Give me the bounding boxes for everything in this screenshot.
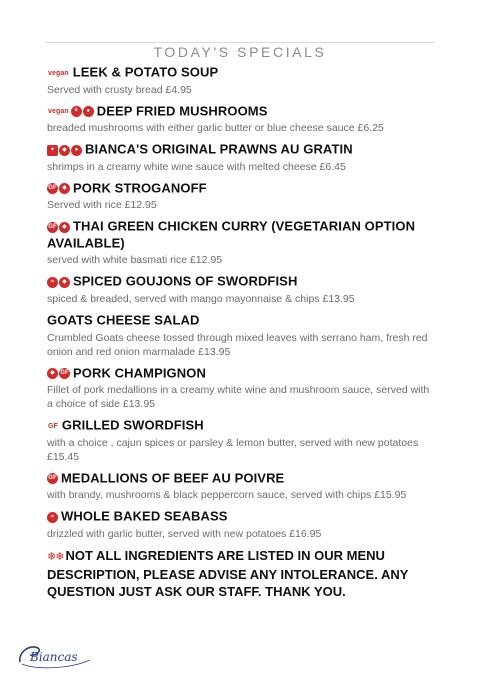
menu-item-description: served with white basmati rice £12.95 — [47, 254, 223, 267]
menu-item-name: PORK CHAMPIGNON — [73, 365, 206, 381]
allergy-notice-text: NOT ALL INGREDIENTS ARE LISTED IN OUR MENU DESCRIPTION, PLEASE ADVISE ANY INTOLERANCE. ANY QUESTION JUST ASK OUR STAFF. THANK YOU. — [47, 547, 409, 599]
menu-item — [47, 273, 437, 306]
header-divider — [46, 42, 434, 43]
milk-icon: ◆ — [59, 222, 70, 233]
milk-icon: ◆ — [59, 183, 70, 194]
milk-icon: ◆ — [47, 368, 58, 379]
celery-icon: ⚘ — [71, 106, 82, 117]
specials-list — [47, 64, 437, 600]
menu-item — [47, 103, 437, 136]
menu-item-name: PORK STROGANOFF — [73, 180, 207, 196]
allergen-icons — [47, 65, 71, 81]
menu-item-title — [47, 470, 437, 487]
menu-item-title — [47, 312, 437, 329]
menu-item-name: LEEK & POTATO SOUP — [72, 64, 219, 80]
biancas-logo — [16, 642, 94, 670]
menu-item-name: DEEP FRIED MUSHROOMS — [96, 103, 268, 119]
menu-item-name: WHOLE BAKED SEABASS — [61, 508, 228, 524]
gluten-free-icon: GF — [47, 222, 58, 233]
menu-item — [47, 312, 437, 359]
menu-item-description: with a choice , cajun spices or parsley & lemon butter, served with new potatoes £15.45 — [47, 436, 419, 463]
menu-item-description: breaded mushrooms with either garlic butter or blue cheese sauce £6.25 — [47, 122, 384, 135]
menu-item — [47, 508, 437, 541]
crustacean-icon: ✦ — [47, 145, 58, 156]
gluten-free-icon: GF — [47, 473, 58, 484]
gluten-free-icon: GF — [59, 368, 70, 379]
menu-item-description: Served with rice £12.95 — [47, 199, 157, 212]
egg-icon: ● — [83, 106, 94, 117]
menu-item-description: spiced & breaded, served with mango mayonnaise & chips £13.95 — [47, 292, 355, 305]
menu-item — [47, 180, 437, 213]
allergy-notice — [47, 547, 437, 600]
menu-item — [47, 365, 437, 412]
page-title: TODAY'S SPECIALS — [153, 44, 327, 60]
allergen-icons — [47, 219, 71, 235]
allergen-icons — [47, 470, 59, 486]
menu-item — [47, 470, 437, 503]
menu-item-description: with brandy, mushrooms & black peppercorn sauce, served with chips £15.95 — [47, 489, 407, 502]
menu-item-description: drizzled with garlic butter, served with new potatoes £16.95 — [47, 527, 322, 540]
menu-item-name: THAI GREEN CHICKEN CURRY (VEGETARIAN OPTION AVAILABLE) — [47, 218, 416, 251]
gluten-free-icon: GF — [47, 183, 58, 194]
menu-item — [47, 64, 437, 97]
menu-item-name: GOATS CHEESE SALAD — [47, 312, 200, 328]
vegan-label-icon: vegan — [48, 108, 69, 116]
milk-icon: ◆ — [59, 277, 70, 288]
allergen-icons — [47, 365, 71, 381]
menu-item-title — [47, 508, 437, 525]
snowflake-icon: ❄❄ — [47, 550, 64, 563]
menu-item-title — [47, 64, 437, 81]
allergen-icons — [47, 142, 83, 158]
menu-item — [47, 218, 437, 267]
allergen-icons — [47, 418, 60, 434]
menu-item — [47, 141, 437, 174]
allergen-icons — [47, 274, 71, 290]
allergen-icons — [47, 180, 71, 196]
menu-item-name: MEDALLIONS OF BEEF AU POIVRE — [61, 470, 285, 486]
menu-item-title — [47, 141, 437, 158]
menu-item-name: GRILLED SWORDFISH — [61, 417, 204, 433]
logo-text: Biancas — [30, 650, 78, 664]
menu-item-title — [47, 273, 437, 290]
menu-item-description: Fillet of pork medallions in a creamy white wine and mushroom sauce, served with a choice of side £13.95 — [47, 384, 430, 411]
menu-item-title — [47, 103, 437, 120]
menu-item-description: Served with crusty bread £4.95 — [47, 83, 192, 96]
milk-icon: ◆ — [59, 145, 70, 156]
menu-item-title — [47, 180, 437, 197]
menu-item-title — [47, 365, 437, 382]
gluten-free-text-icon: GF — [48, 422, 58, 430]
egg-icon: ● — [71, 145, 82, 156]
vegan-label-icon: vegan — [48, 69, 69, 77]
allergen-icons — [47, 509, 59, 525]
menu-item-name: SPICED GOUJONS OF SWORDFISH — [73, 273, 298, 289]
allergen-icons — [47, 103, 95, 119]
fish-icon: ≈ — [47, 277, 58, 288]
menu-item-description: shrimps in a creamy white wine sauce with melted cheese £6.45 — [47, 160, 346, 173]
menu-item-name: BIANCA'S ORIGINAL PRAWNS AU GRATIN — [85, 141, 353, 157]
menu-item-title — [47, 417, 437, 434]
menu-item-title — [47, 218, 437, 251]
menu-item-description: Crumbled Goats cheese tossed through mixed leaves with serrano ham, fresh red onion and red onion marmalade £13.95 — [47, 331, 428, 358]
menu-item — [47, 417, 437, 464]
fish-icon: ≈ — [47, 512, 58, 523]
